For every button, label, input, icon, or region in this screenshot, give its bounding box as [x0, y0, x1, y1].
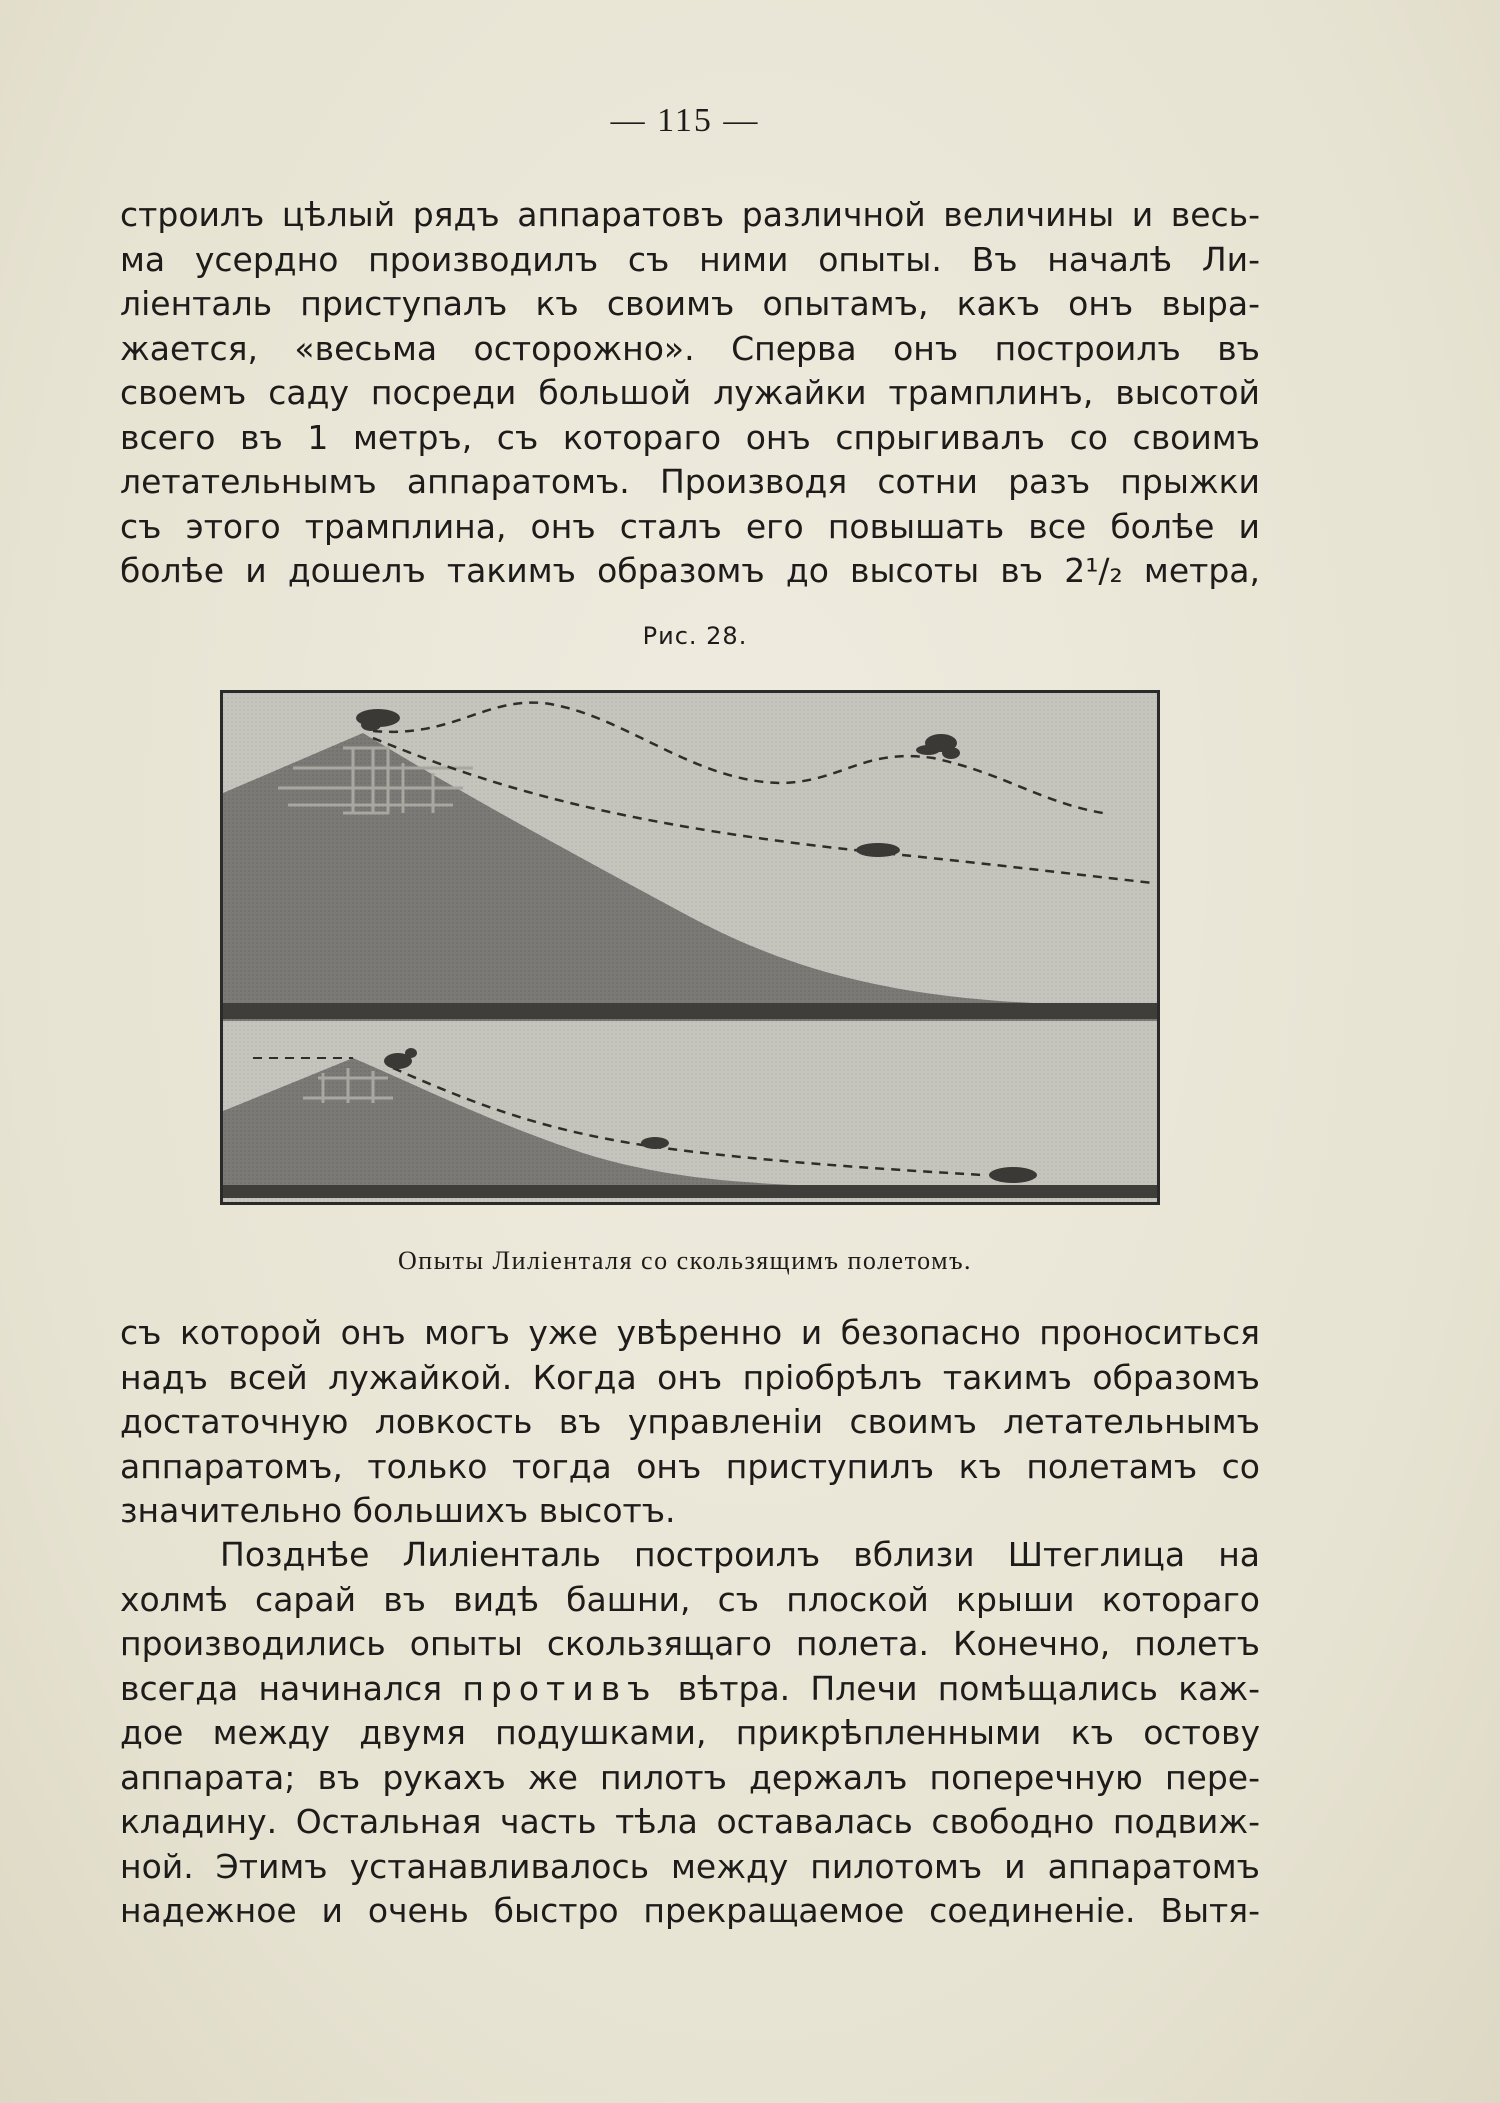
page-number: — 115 —	[610, 102, 760, 139]
text-line: ма усердно производилъ съ ними опыты. Въ началѣ Ли-	[120, 239, 1260, 279]
text-line: аппарата; въ рукахъ же пилотъ держалъ поперечную пере-	[120, 1757, 1260, 1797]
emphasized-word: противъ	[462, 1668, 658, 1708]
text-line: съ этого трамплина, онъ сталъ его повышать все болѣе и	[120, 506, 1260, 546]
text-line: дое между двумя подушками, прикрѣпленными къ остову	[120, 1713, 1260, 1752]
text-line: болѣе и дошелъ такимъ образомъ до высоты въ 2¹/₂ метра,	[120, 551, 1260, 590]
text-segment: вѣтра. Плечи помѣщались каж-	[657, 1668, 1260, 1708]
text-line: строилъ цѣлый рядъ аппаратовъ различной величины и весь-	[120, 195, 1260, 234]
text-line: надъ всей лужайкой. Когда онъ пріобрѣлъ такимъ образомъ	[120, 1357, 1260, 1397]
text-line: достаточную ловкость въ управленіи своимъ летательнымъ	[120, 1402, 1260, 1441]
text-line: значительно большихъ высотъ.	[120, 1491, 676, 1530]
text-segment: всегда начинался	[120, 1668, 463, 1708]
text-line: надежное и очень быстро прекращаемое соединеніе. Вытя-	[120, 1891, 1260, 1930]
text-line: производились опыты скользящаго полета. Конечно, полетъ	[120, 1624, 1260, 1663]
text-line: холмѣ сарай въ видѣ башни, съ плоской крыши котораго	[120, 1579, 1260, 1619]
text-line: кладину. Остальная часть тѣла оставалась свободно подвиж-	[120, 1802, 1260, 1841]
glider-icon	[989, 1167, 1037, 1183]
text-line: аппаратомъ, только тогда онъ приступилъ къ полетамъ со	[120, 1446, 1260, 1486]
glider-icon	[641, 1137, 669, 1149]
text-line: жается, «весьма осторожно». Сперва онъ построилъ въ	[120, 328, 1260, 368]
lower-ground-line	[223, 1185, 1157, 1198]
text-line: съ которой онъ могъ уже увѣренно и безопасно проноситься	[120, 1313, 1260, 1352]
paragraph-3	[120, 1533, 1260, 1934]
paragraph-1	[120, 193, 1260, 594]
text-line	[120, 1667, 1260, 1712]
figure-illustration	[220, 690, 1160, 1205]
text-line: ной. Этимъ устанавливалось между пилотомъ и аппаратомъ	[120, 1846, 1260, 1886]
text-line: летательнымъ аппаратомъ. Производя сотни разъ прыжки	[120, 462, 1260, 501]
paragraph-2	[120, 1311, 1260, 1534]
text-line: ліенталь приступалъ къ своимъ опытамъ, какъ онъ выра-	[120, 284, 1260, 323]
ground-line	[223, 1003, 1157, 1019]
figure-label: Рис. 28.	[642, 622, 748, 650]
figure-caption: Опыты Лиліенталя со скользящимъ полетомъ.	[397, 1246, 973, 1275]
text-line: Позднѣе Лиліенталь построилъ вблизи Штеглица на	[220, 1535, 1260, 1574]
text-line: своемъ саду посреди большой лужайки трамплинъ, высотой	[120, 373, 1260, 412]
text-line: всего въ 1 метръ, съ котораго онъ спрыгивалъ со своимъ	[120, 417, 1260, 457]
glider-icon	[856, 843, 900, 857]
glider-flight-diagram	[223, 693, 1157, 1202]
